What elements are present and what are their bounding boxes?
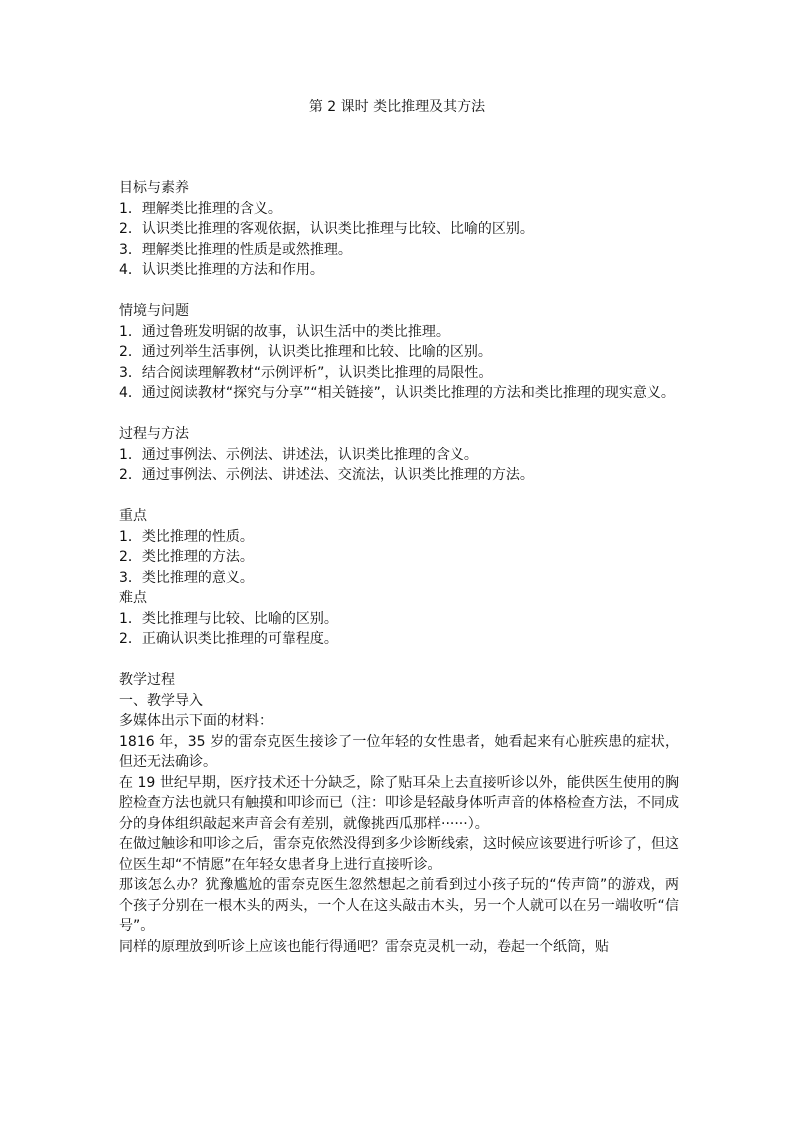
key-points-item: 3．类比推理的意义。 xyxy=(119,569,254,586)
situations-item: 2．通过列举生活事例，认识类比推理和比较、比喻的区别。 xyxy=(119,344,492,360)
teaching-heading: 教学过程 xyxy=(119,672,175,688)
key-points-item: 2．类比推理的方法。 xyxy=(119,549,254,565)
teaching-section-heading: 一、教学导入 xyxy=(119,692,203,709)
situations-item: 3．结合阅读理解教材“示例评析”，认识类比推理的局限性。 xyxy=(119,364,493,381)
difficulties-item: 1．类比推理与比较、比喻的区别。 xyxy=(119,610,338,627)
process-methods-heading: 过程与方法 xyxy=(119,426,189,442)
teaching-paragraph: 同样的原理放到听诊上应该也能行得通吧？雷奈克灵机一动，卷起一个纸筒，贴 xyxy=(119,938,609,955)
teaching-paragraph: 在做过触诊和叩诊之后，雷奈克依然没得到多少诊断线索，这时候应该要进行听诊了，但这位医生却“不情愿”在年轻女患者身上进行直接听诊。 xyxy=(119,836,679,873)
process-methods-item: 1．通过事例法、示例法、讲述法，认识类比推理的含义。 xyxy=(119,446,478,463)
process-methods-item: 2．通过事例法、示例法、讲述法、交流法，认识类比推理的方法。 xyxy=(119,467,534,483)
spacer xyxy=(119,281,679,302)
spacer xyxy=(119,486,679,507)
spacer xyxy=(119,650,679,671)
goals-item: 3．理解类比推理的性质是或然推理。 xyxy=(119,241,352,258)
situations-heading: 情境与问题 xyxy=(119,303,189,319)
key-points-heading: 重点 xyxy=(119,508,147,524)
goals-item: 4．认识类比推理的方法和作用。 xyxy=(119,262,324,278)
teaching-paragraph: 1816 年，35 岁的雷奈克医生接诊了一位年轻的女性患者，她看起来有心脏疾患的症状，但还无法确诊。 xyxy=(119,733,679,770)
key-points-item: 1．类比推理的性质。 xyxy=(119,528,254,545)
goals-item: 1．理解类比推理的含义。 xyxy=(119,200,282,217)
page-title: 第 2 课时 类比推理及其方法 xyxy=(308,99,486,115)
teaching-paragraph: 在 19 世纪早期，医疗技术还十分缺乏，除了贴耳朵上去直接听诊以外，能供医生使用的胸腔检查方法也就只有触摸和叩诊而已（注：叩诊是轻敲身体听声音的体格检查方法，不同成分的身体组织敲起来声音会有差别，就像挑西瓜那样······）。 xyxy=(119,774,679,832)
spacer xyxy=(119,404,679,425)
goals-item: 2．认识类比推理的客观依据，认识类比推理与比较、比喻的区别。 xyxy=(119,221,534,237)
teaching-paragraph: 那该怎么办？犹豫尴尬的雷奈克医生忽然想起之前看到过小孩子玩的“传声筒”的游戏，两个孩子分别在一根木头的两头，一个人在这头敲击木头，另一个人就可以在另一端收听“信号”。 xyxy=(119,877,679,934)
document-body xyxy=(119,178,679,957)
teaching-intro: 多媒体出示下面的材料： xyxy=(119,713,273,729)
situations-item: 1．通过鲁班发明锯的故事，认识生活中的类比推理。 xyxy=(119,323,450,340)
difficulties-heading: 难点 xyxy=(119,590,147,606)
goals-heading: 目标与素养 xyxy=(119,180,189,196)
difficulties-item: 2．正确认识类比推理的可靠程度。 xyxy=(119,631,338,647)
situations-item: 4．通过阅读教材“探究与分享”“相关链接”，认识类比推理的方法和类比推理的现实意义。 xyxy=(119,385,675,401)
